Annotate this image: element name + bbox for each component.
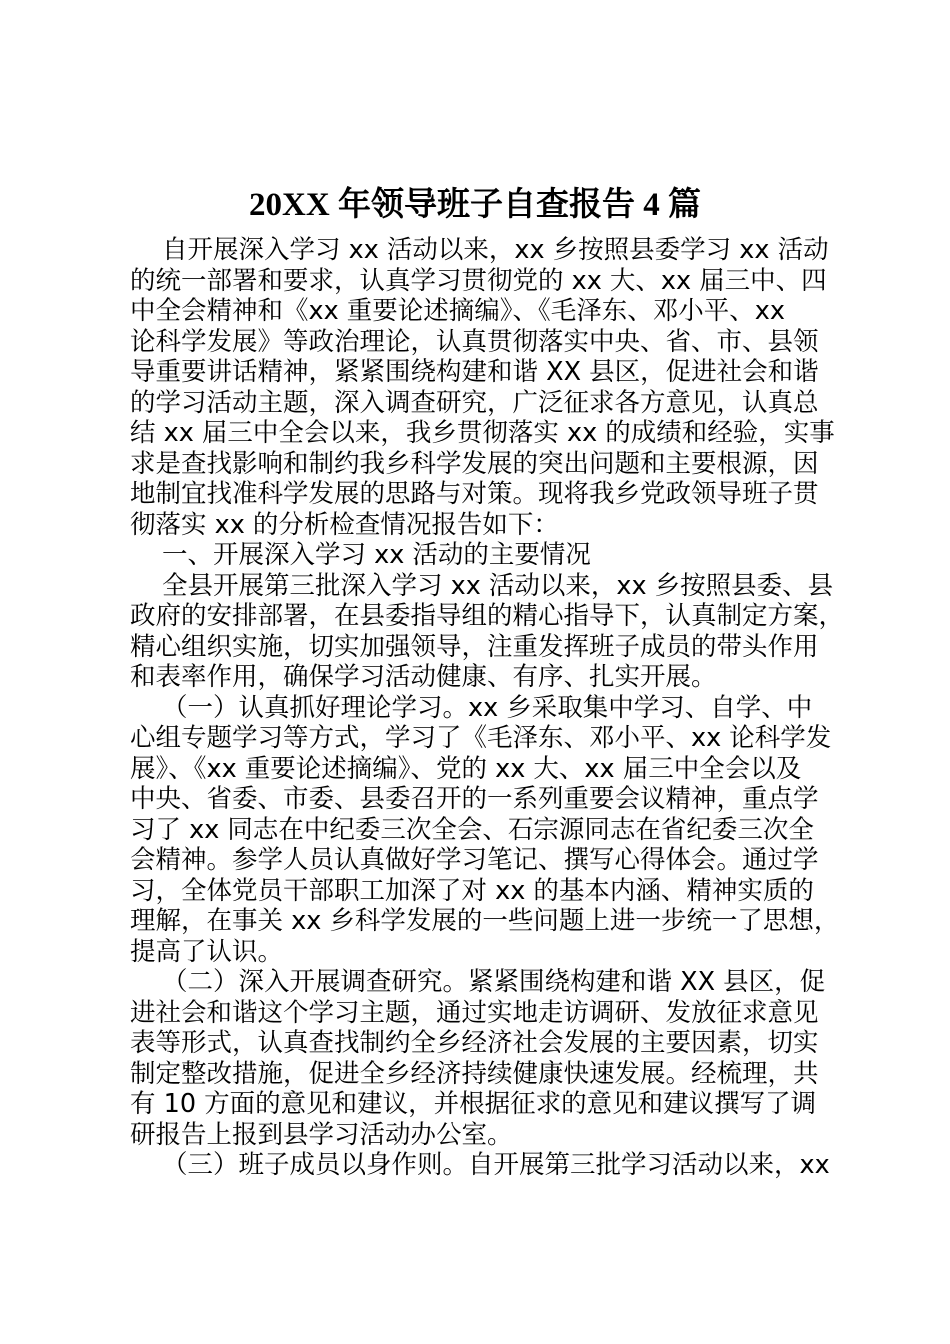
section-heading	[130, 540, 890, 571]
text-line: 求是查找影响和制约我乡科学发展的突出问题和主要根源，因	[130, 448, 819, 479]
text-line: 表等形式，认真查找制约全乡经济社会发展的主要因素，切实	[130, 1028, 819, 1058]
text-line: 有 10 方面的意见和建议，并根据征求的意见和建议撰写了调	[130, 1089, 817, 1119]
text-line: 制定整改措施，促进全乡经济持续健康快速发展。经梳理，共	[130, 1058, 819, 1089]
text-line: 中央、省委、市委、县委召开的一系列重要会议精神，重点学	[130, 784, 819, 814]
text-line: 导重要讲话精神，紧紧围绕构建和谐 XX 县区，促进社会和谐	[130, 357, 819, 387]
document-title: 20XX 年领导班子自查报告 4 篇	[249, 187, 701, 223]
text-line: 的统一部署和要求，认真学习贯彻党的 xx 大、xx 届三中、四	[130, 265, 827, 296]
text-line: 会精神。参学人员认真做好学习笔记、撰写心得体会。通过学	[130, 845, 819, 875]
text-line: 全县开展第三批深入学习 xx 活动以来，xx 乡按照县委、县	[162, 570, 834, 601]
text-line: 彻落实 xx 的分析检查情况报告如下：	[130, 509, 559, 540]
text-line: 进社会和谐这个学习主题，通过实地走访调研、发放征求意见	[130, 997, 819, 1028]
text-line: 精心组织实施，切实加强领导，注重发挥班子成员的带头作用	[130, 631, 819, 662]
text-line: （一）认真抓好理论学习。xx 乡采取集中学习、自学、中	[162, 692, 813, 723]
text-line: 习，全体党员干部职工加深了对 xx 的基本内涵、精神实质的	[130, 875, 814, 906]
text-line: 理解，在事关 xx 乡科学发展的一些问题上进一步统一了思想，	[130, 906, 840, 936]
text-line: 和表率作用，确保学习活动健康、有序、扎实开展。	[130, 662, 717, 692]
text-line: 中全会精神和《xx 重要论述摘编》、《毛泽东、邓小平、xx	[130, 296, 785, 326]
text-line: 论科学发展》等政治理论，认真贯彻落实中央、省、市、县领	[130, 326, 819, 357]
section-heading-text: 一、开展深入学习 xx 活动的主要情况	[162, 540, 591, 570]
text-line: 提高了认识。	[130, 936, 284, 967]
text-line: 的学习活动主题，深入调查研究，广泛征求各方意见，认真总	[130, 387, 819, 418]
paragraph-intro	[130, 235, 890, 540]
text-line: （二）深入开展调查研究。紧紧围绕构建和谐 XX 县区，促	[162, 967, 826, 997]
text-line: 习了 xx 同志在中纪委三次全会、石宗源同志在省纪委三次全	[130, 814, 814, 845]
paragraph-item-2	[130, 967, 890, 1150]
text-line: 结 xx 届三中全会以来，我乡贯彻落实 xx 的成绩和经验，实事	[130, 418, 835, 448]
text-line: 自开展深入学习 xx 活动以来，xx 乡按照县委学习 xx 活动	[162, 235, 829, 265]
paragraph-item-1	[130, 693, 890, 968]
paragraph-overview	[130, 571, 890, 693]
text-line: 地制宜找准科学发展的思路与对策。现将我乡党政领导班子贯	[130, 479, 819, 509]
text-line: 政府的安排部署，在县委指导组的精心指导下，认真制定方案，	[130, 601, 845, 631]
paragraph-item-3	[130, 1150, 890, 1181]
text-line: 心组专题学习等方式，学习了《毛泽东、邓小平、xx 论科学发	[130, 723, 832, 753]
document-body	[130, 235, 890, 1181]
text-line: 展》、《xx 重要论述摘编》、党的 xx 大、xx 届三中全会以及	[130, 753, 802, 784]
text-line: 研报告上报到县学习活动办公室。	[130, 1119, 513, 1150]
text-line: （三）班子成员以身作则。自开展第三批学习活动以来，xx	[162, 1150, 830, 1180]
